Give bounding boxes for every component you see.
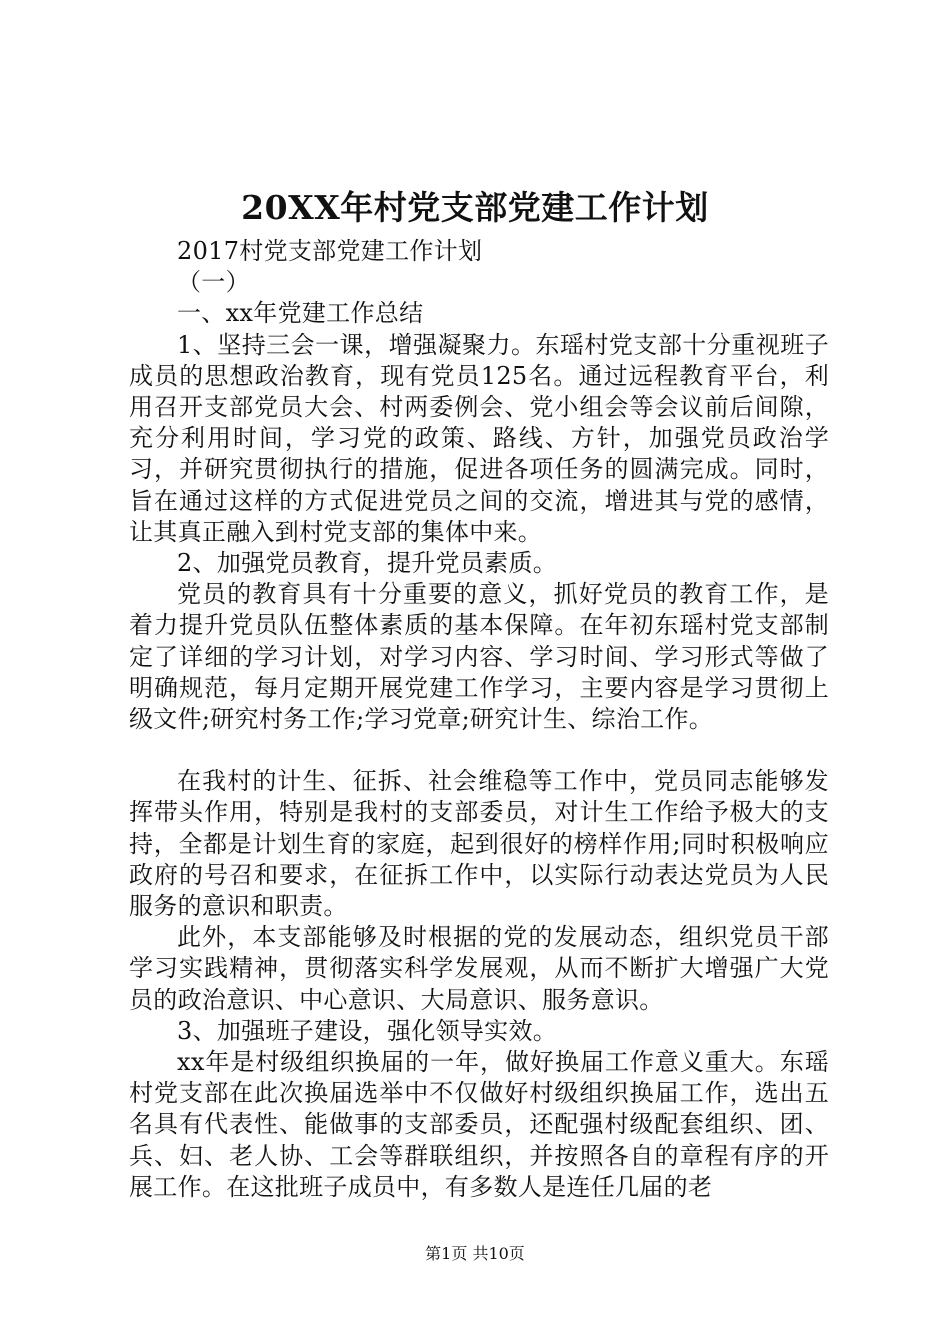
page-footer: 第1页 共10页	[425, 1244, 525, 1263]
paragraph-item-2-additional: 此外，本支部能够及时根据的党的发展动态，组织党员干部学习实践精神，贯彻落实科学发展观，从而不断扩大增强广大党员的政治意识、中心意识、大局意识、服务意识。	[129, 923, 829, 1014]
document-title: 20XX年村党支部党建工作计划	[241, 188, 709, 227]
paragraph-item-2-body: 党员的教育具有十分重要的意义，抓好党员的教育工作，是着力提升党员队伍整体素质的基本保障。在年初东瑶村党支部制定了详细的学习计划，对学习内容、学习时间、学习形式等做了明确规范，每月定期开展党建工作学习，主要内容是学习贯彻上级文件;研究村务工作;学习党章;研究计生、综治工作。	[129, 580, 829, 734]
paragraph-item-3-heading: 3、加强班子建设，强化领导实效。	[177, 1016, 558, 1045]
paragraph-item-2-practice: 在我村的计生、征拆、社会维稳等工作中，党员同志能够发挥带头作用，特别是我村的支部委员，对计生工作给予极大的支持，全都是计划生育的家庭，起到很好的榜样作用;同时积极响应政府的号召和要求，在征拆工作中，以实际行动表达党员为人民服务的意识和职责。	[129, 767, 829, 921]
paragraph-item-3-body: xx年是村级组织换届的一年，做好换届工作意义重大。东瑶村党支部在此次换届选举中不仅做好村级组织换届工作，选出五名具有代表性、能做事的支部委员，还配强村级配套组织、团、兵、妇、老人协、工会等群联组织，并按照各自的章程有序的开展工作。在这批班子成员中，有多数人是连任几届的老	[129, 1048, 829, 1201]
paragraph-section-number: （一）	[177, 268, 250, 297]
paragraph-subtitle: 2017村党支部党建工作计划	[177, 237, 483, 265]
document-body	[129, 236, 829, 1203]
paragraph-item-1: 1、坚持三会一课，增强凝聚力。东瑶村党支部十分重视班子成员的思想政治教育，现有党员125名。通过远程教育平台，利用召开支部党员大会、村两委例会、党小组会等会议前后间隙，充分利用时间，学习党的政策、路线、方针，加强党员政治学习，并研究贯彻执行的措施，促进各项任务的圆满完成。同时，旨在通过这样的方式促进党员之间的交流，增进其与党的感情，让其真正融入到村党支部的集体中来。	[129, 330, 829, 546]
paragraph-heading-summary: 一、xx年党建工作总结	[177, 299, 424, 328]
paragraph-item-2-heading: 2、加强党员教育，提升党员素质。	[177, 549, 558, 578]
